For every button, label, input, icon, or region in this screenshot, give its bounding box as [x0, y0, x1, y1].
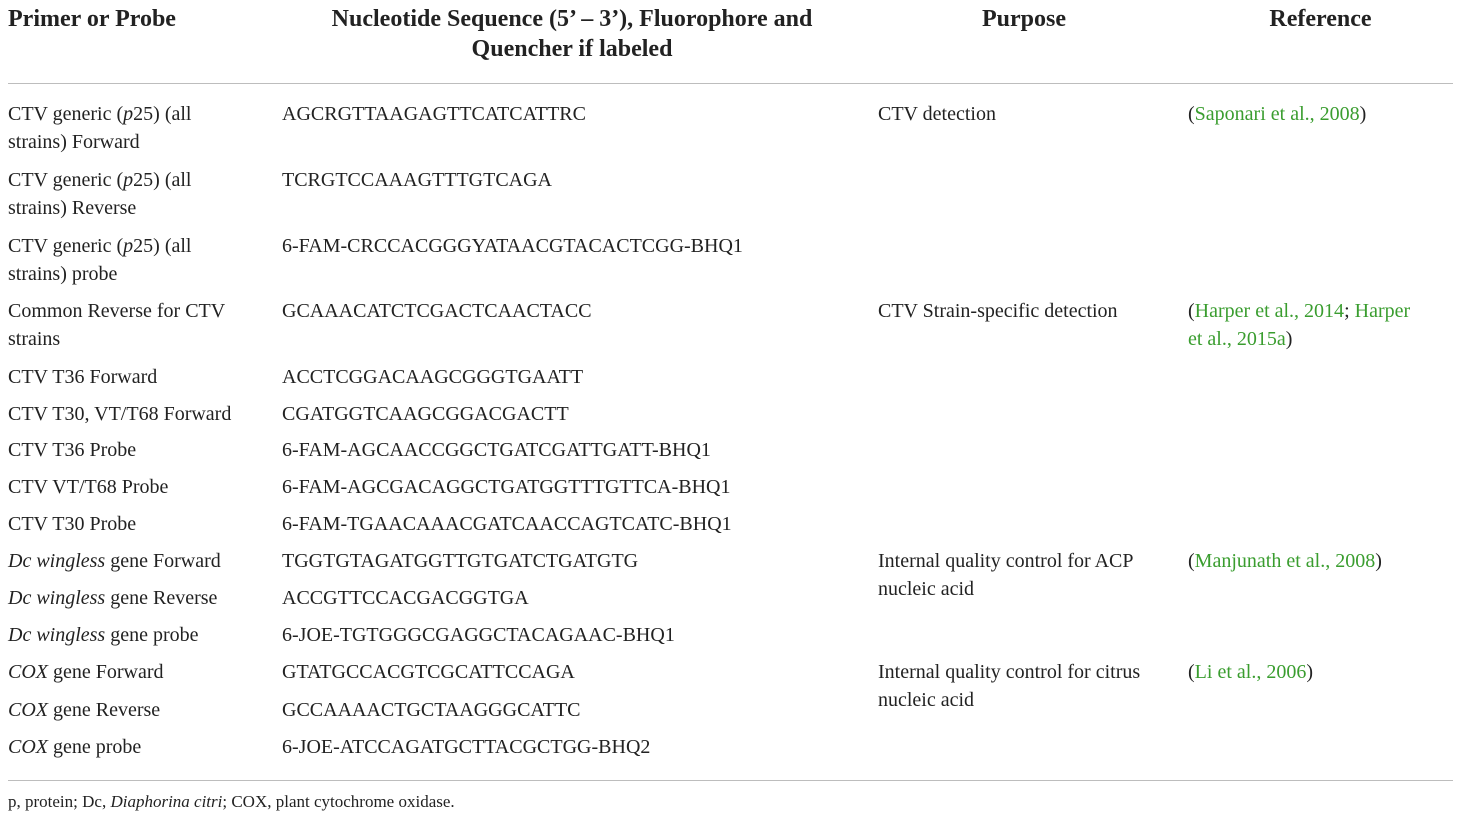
- header-purpose: Purpose: [982, 6, 1066, 32]
- table-row-sequence: 6-FAM-TGAACAAACGATCAACCAGTCATC-BHQ1: [282, 513, 732, 535]
- table-row-sequence: 6-FAM-AGCGACAGGCTGATGGTTTGTTCA-BHQ1: [282, 476, 731, 498]
- header-primer-or-probe: Primer or Probe: [8, 6, 176, 32]
- header-reference: Reference: [1269, 6, 1372, 32]
- table-row-name: Dc wingless gene probe: [8, 624, 199, 646]
- purpose-citrus-quality-control: Internal quality control for citrus nucleic acid: [878, 661, 1141, 711]
- table-row-sequence: GCAAACATCTCGACTCAACTACC: [282, 300, 592, 322]
- table-row-name: CTV T30, VT/T68 Forward: [8, 403, 232, 425]
- table-row-name: CTV VT/T68 Probe: [8, 476, 169, 498]
- purpose-ctv-detection: CTV detection: [878, 103, 996, 125]
- table-row-name: CTV generic (p25) (all strains) Reverse: [8, 169, 192, 219]
- table-row-sequence: TGGTGTAGATGGTTGTGATCTGATGTG: [282, 550, 639, 572]
- reference-link-manjunath-2008[interactable]: Manjunath et al., 2008: [1194, 550, 1376, 572]
- table-row-name: COX gene probe: [8, 736, 142, 758]
- table-row-name: CTV generic (p25) (all strains) probe: [8, 235, 192, 285]
- table-row-sequence: TCRGTCCAAAGTTTGTCAGA: [282, 169, 552, 191]
- table-row-name: CTV T36 Probe: [8, 439, 137, 461]
- purpose-ctv-strain-specific: CTV Strain-specific detection: [878, 300, 1118, 322]
- reference-li: (Li et al., 2006): [1188, 661, 1313, 683]
- header-sequence-line2: Quencher if labeled: [471, 36, 673, 62]
- header-sequence-line1: Nucleotide Sequence (5’ – 3’), Fluorophore and: [331, 6, 813, 32]
- table-row-sequence: 6-JOE-ATCCAGATGCTTACGCTGG-BHQ2: [282, 736, 651, 758]
- reference-harper: (Harper et al., 2014; Harper et al., 2015a): [1188, 300, 1411, 350]
- table-row-sequence: CGATGGTCAAGCGGACGACTT: [282, 403, 569, 425]
- table-row-name: CTV T36 Forward: [8, 366, 158, 388]
- reference-link-saponari-2008[interactable]: Saponari et al., 2008: [1194, 103, 1360, 125]
- reference-link-li-2006[interactable]: Li et al., 2006: [1194, 661, 1307, 683]
- table-row-sequence: GTATGCCACGTCGCATTCCAGA: [282, 661, 575, 683]
- purpose-acp-quality-control: Internal quality control for ACP nucleic acid: [878, 550, 1134, 600]
- table-row-sequence: ACCTCGGACAAGCGGGTGAATT: [282, 366, 584, 388]
- table-row-name: CTV generic (p25) (all strains) Forward: [8, 103, 192, 153]
- reference-link-harper-2014[interactable]: Harper et al., 2014: [1194, 300, 1345, 322]
- table-row-name: CTV T30 Probe: [8, 513, 137, 535]
- table-footnote: p, protein; Dc, Diaphorina citri; COX, plant cytochrome oxidase.: [8, 792, 455, 811]
- table-row-sequence: 6-FAM-AGCAACCGGCTGATCGATTGATT-BHQ1: [282, 439, 711, 461]
- table-row-name: Dc wingless gene Reverse: [8, 587, 218, 609]
- footer-divider: [8, 780, 1453, 781]
- table-row-name: COX gene Reverse: [8, 699, 161, 721]
- table-row-name: Common Reverse for CTV strains: [8, 300, 226, 350]
- table-row-name: Dc wingless gene Forward: [8, 550, 221, 572]
- table-row-name: COX gene Forward: [8, 661, 164, 683]
- header-nucleotide-sequence: [282, 4, 862, 64]
- header-divider: [8, 83, 1453, 84]
- table-row-sequence: ACCGTTCCACGACGGTGA: [282, 587, 529, 609]
- table-row-sequence: GCCAAAACTGCTAAGGGCATTC: [282, 699, 581, 721]
- reference-saponari: (Saponari et al., 2008): [1188, 103, 1367, 125]
- reference-link-harper-2015a[interactable]: Harper et al., 2015a: [1188, 300, 1411, 350]
- table-row-sequence: 6-FAM-CRCCACGGGYATAACGTACACTCGG-BHQ1: [282, 235, 743, 257]
- table-row-sequence: 6-JOE-TGTGGGCGAGGCTACAGAAC-BHQ1: [282, 624, 675, 646]
- table-row-sequence: AGCRGTTAAGAGTTCATCATTRC: [282, 103, 586, 125]
- reference-manjunath: (Manjunath et al., 2008): [1188, 550, 1382, 572]
